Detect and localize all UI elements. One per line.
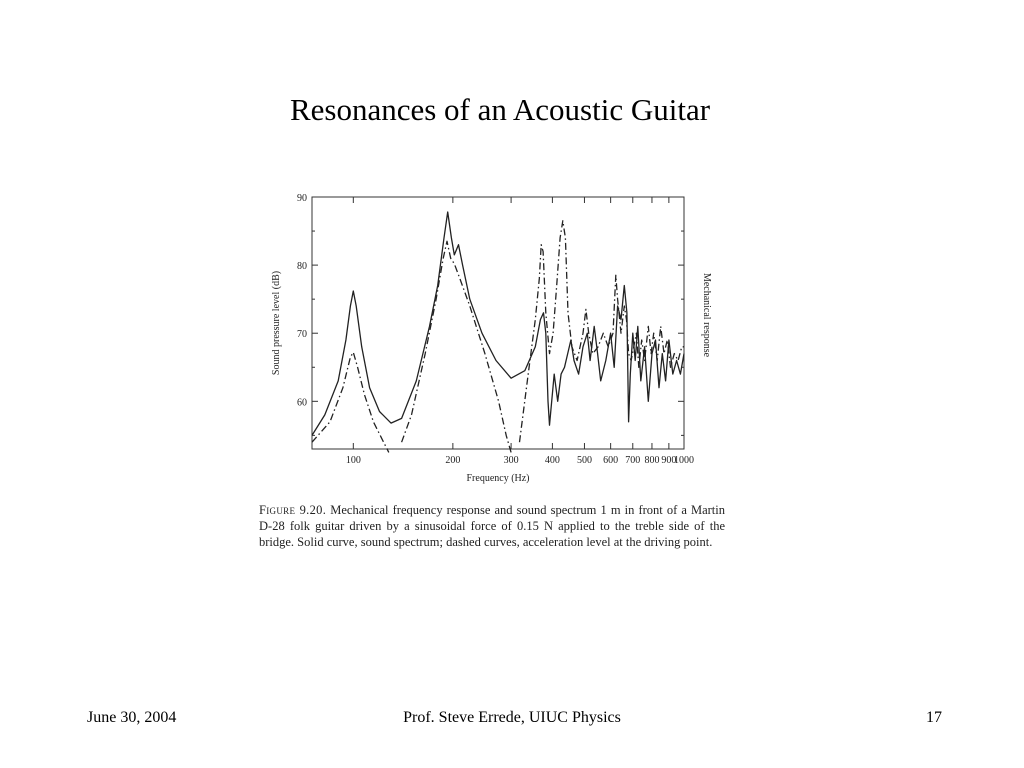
x-tick-label: 500 (576, 455, 592, 466)
x-tick-label: 600 (603, 455, 619, 466)
sound-spectrum-curve (312, 212, 684, 435)
x-tick-label: 100 (345, 455, 361, 466)
figure-caption-text: Mechanical frequency response and sound spectrum 1 m in front of a Martin D-28 folk guitar driven by a sinusoidal force of 0.15 N applied to the treble side of the bridge. Solid curve, sound spectrum; dashed curves, acceleration level at the driving point. (259, 503, 725, 549)
y-axis-label: Sound pressure level (dB) (271, 270, 282, 376)
footer-author: Prof. Steve Errede, UIUC Physics (403, 709, 621, 726)
acceleration-level-curve (520, 221, 685, 442)
x-axis-label: Frequency (Hz) (466, 473, 530, 484)
slide-title: Resonances of an Acoustic Guitar (289, 92, 711, 127)
x-tick-label: 200 (445, 455, 461, 466)
footer-page-number: 17 (926, 709, 942, 726)
y-tick-label: 60 (297, 397, 307, 409)
x-tick-label: 800 (644, 455, 660, 466)
acceleration-level-curve (312, 352, 389, 452)
frequency-response-chart (262, 183, 722, 488)
x-tick-label: 300 (503, 455, 519, 466)
acceleration-level-curve (402, 241, 512, 452)
figure-caption (259, 502, 725, 550)
footer-date: June 30, 2004 (87, 709, 177, 726)
y-tick-label: 70 (297, 329, 307, 341)
x-tick-label: 400 (544, 455, 560, 466)
chart-series (312, 212, 684, 452)
chart-labels (271, 193, 712, 484)
figure-label: Figure 9.20. (259, 503, 327, 517)
y-axis-label-right: Mechanical response (701, 272, 712, 358)
x-tick-label: 1000 (674, 455, 694, 466)
y-tick-label: 90 (297, 193, 307, 204)
x-tick-label: 900 (661, 455, 677, 466)
x-tick-label: 700 (625, 455, 641, 466)
y-tick-label: 80 (297, 261, 307, 273)
